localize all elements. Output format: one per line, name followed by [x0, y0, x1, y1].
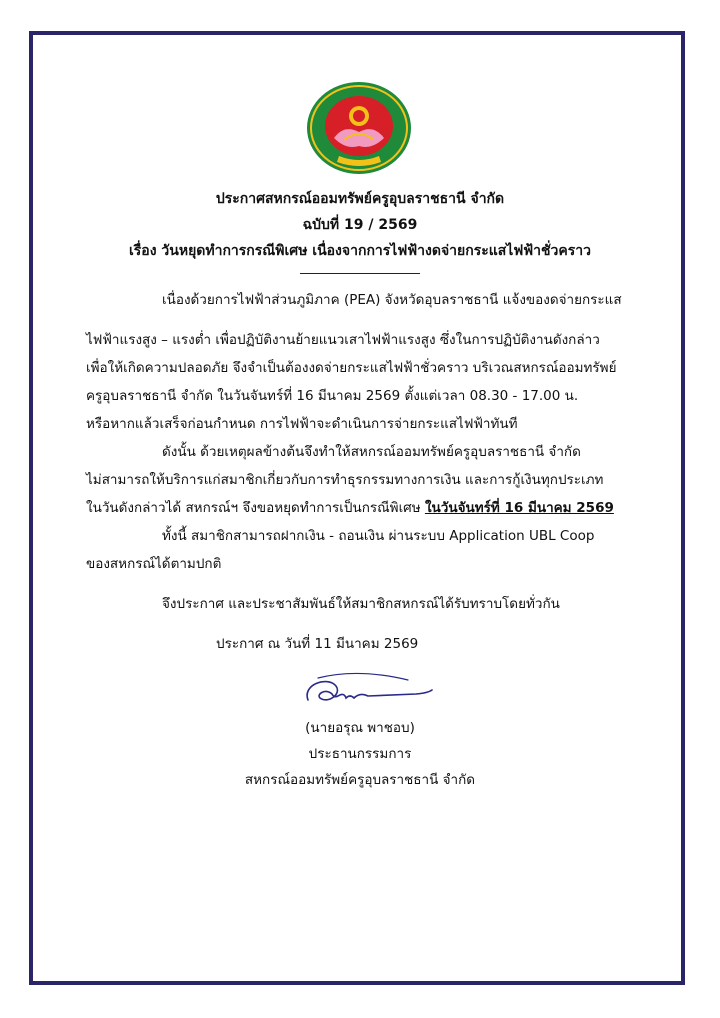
announce-line: จึงประกาศ และประชาสัมพันธ์ให้สมาชิกสหกรณ์ได้รับทราบโดยทั่วกัน	[162, 596, 560, 612]
closure-date-emphasis: ในวันจันทร์ที่ 16 มีนาคม 2569	[424, 500, 614, 516]
body-line: ดังนั้น ด้วยเหตุผลข้างต้นจึงทำให้สหกรณ์ออมทรัพย์ครูอุบลราชธานี จำกัด	[162, 444, 581, 460]
body-text: ในวันดังกล่าวได้ สหกรณ์ฯ จึงขอหยุดทำการเป็นกรณีพิเศษ	[86, 500, 425, 516]
body-line: ทั้งนี้ สมาชิกสามารถฝากเงิน - ถอนเงิน ผ่านระบบ Application UBL Coop	[162, 528, 595, 544]
body-line: เพื่อให้เกิดความปลอดภัย จึงจำเป็นต้องงดจ่ายกระแสไฟฟ้าชั่วคราว บริเวณสหกรณ์ออมทรัพย์	[86, 360, 617, 376]
announcement-number: ฉบับที่ 19 / 2569	[302, 217, 418, 233]
title-divider	[300, 273, 420, 274]
body-line: ไฟฟ้าแรงสูง – แรงต่ำ เพื่อปฏิบัติงานย้ายแนวเสาไฟฟ้าแรงสูง ซึ่งในการปฏิบัติงานดังกล่าว	[86, 332, 600, 348]
signer-organization: สหกรณ์ออมทรัพย์ครูอุบลราชธานี จำกัด	[244, 772, 476, 788]
body-line: หรือหากแล้วเสร็จก่อนกำหนด การไฟฟ้าจะดำเนินการจ่ายกระแสไฟฟ้าทันที	[86, 416, 518, 432]
announcement-title: ประกาศสหกรณ์ออมทรัพย์ครูอุบลราชธานี จำกัด	[215, 191, 505, 207]
signer-name: (นายอรุณ พาชอบ)	[305, 720, 415, 736]
signer-position: ประธานกรรมการ	[308, 746, 412, 762]
handwritten-signature	[298, 664, 438, 714]
body-line: เนื่องด้วยการไฟฟ้าส่วนภูมิภาค (PEA) จังหวัดอุบลราชธานี แจ้งของดจ่ายกระแส	[162, 292, 622, 308]
body-line: ครูอุบลราชธานี จำกัด ในวันจันทร์ที่ 16 มีนาคม 2569 ตั้งแต่เวลา 08.30 - 17.00 น.	[86, 388, 579, 404]
cooperative-logo	[304, 80, 414, 176]
announcement-subject: เรื่อง วันหยุดทำการกรณีพิเศษ เนื่องจากการไฟฟ้างดจ่ายกระแสไฟฟ้าชั่วคราว	[128, 243, 591, 259]
announce-date: ประกาศ ณ วันที่ 11 มีนาคม 2569	[216, 636, 419, 652]
body-line	[86, 502, 614, 516]
body-line: ไม่สามารถให้บริการแก่สมาชิกเกี่ยวกับการทำธุรกรรมทางการเงิน และการกู้เงินทุกประเภท	[86, 472, 604, 488]
body-line: ของสหกรณ์ได้ตามปกติ	[86, 556, 222, 572]
